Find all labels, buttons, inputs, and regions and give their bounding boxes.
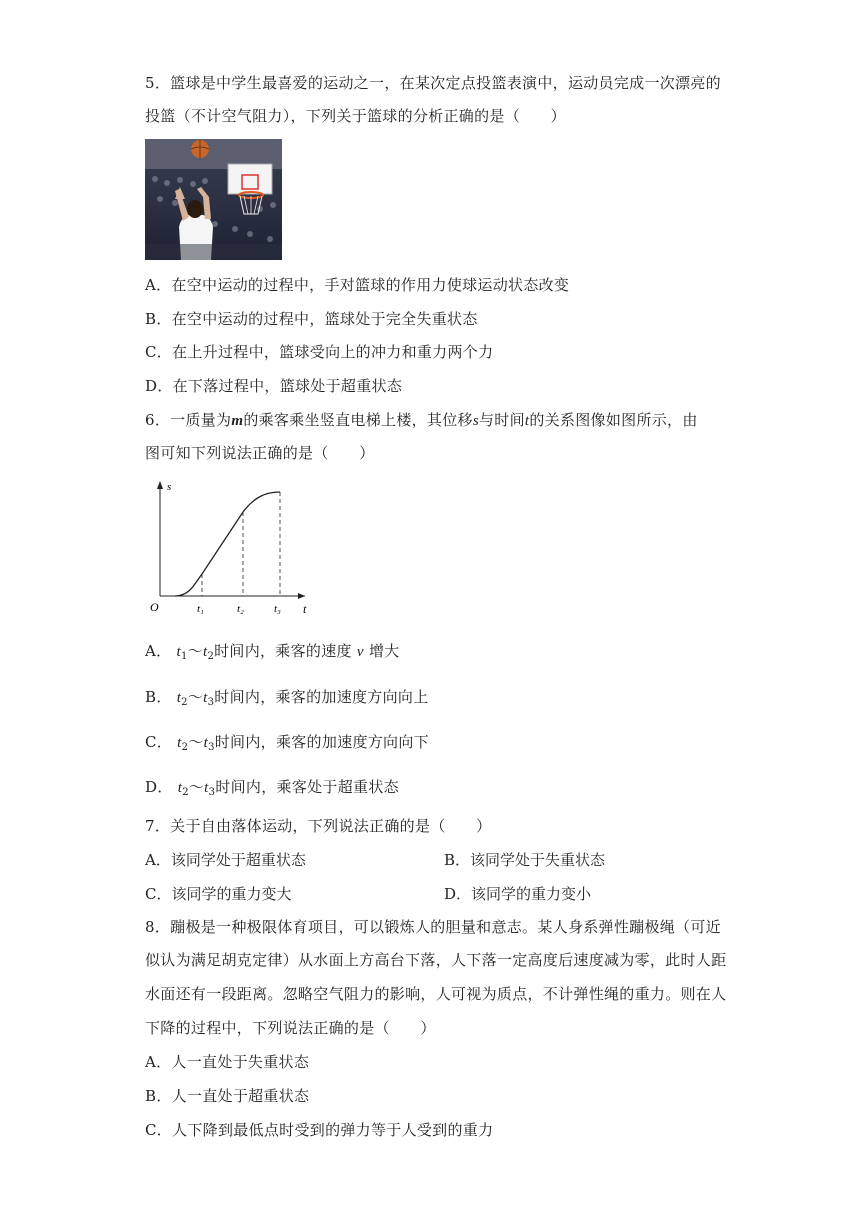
option-text: 时间内，乘客的加速度方向向上 bbox=[214, 688, 429, 706]
tick-label-t3: t₃ bbox=[274, 603, 281, 615]
q6-stem-text: 6．一质量为 bbox=[145, 411, 232, 429]
time-symbol: t bbox=[202, 644, 208, 660]
q8-option-c: C．人下降到最低点时受到的弹力等于人受到的重力 bbox=[145, 1121, 494, 1139]
velocity-symbol: v bbox=[356, 644, 364, 660]
time-symbol: t bbox=[177, 780, 183, 796]
q5-option-b: B．在空中运动的过程中，篮球处于完全失重状态 bbox=[145, 310, 478, 328]
option-text: 时间内，乘客的速度 bbox=[214, 642, 352, 660]
tick-label-t2: t₂ bbox=[237, 603, 244, 615]
q7-option-c: C．该同学的重力变大 bbox=[145, 885, 292, 903]
time-symbol: t bbox=[204, 780, 209, 796]
q7-option-b: B．该同学处于失重状态 bbox=[444, 851, 606, 869]
q6-option-b bbox=[145, 687, 429, 713]
q6-stem-text: 与时间 bbox=[478, 411, 525, 429]
q7-option-a: A．该同学处于超重状态 bbox=[145, 851, 306, 869]
time-symbol: t bbox=[177, 735, 182, 751]
origin-label: O bbox=[150, 600, 159, 614]
time-symbol: t bbox=[176, 690, 182, 706]
subscript: 3 bbox=[208, 787, 216, 798]
basketball-photo bbox=[145, 139, 282, 260]
option-text: 时间内，乘客的加速度方向向下 bbox=[214, 733, 429, 751]
q8-stem-line2: 似认为满足胡克定律）从水面上方高台下落，人下落一定高度后速度减为零，此时人距 bbox=[145, 951, 727, 969]
option-letter: A． bbox=[145, 642, 172, 660]
q8-stem-line4: 下降的过程中，下列说法正确的是（ ） bbox=[145, 1019, 436, 1037]
option-text: 增大 bbox=[368, 642, 400, 660]
q6-stem-line1 bbox=[145, 410, 698, 431]
q6-option-d bbox=[145, 777, 399, 803]
range-tilde: ～ bbox=[188, 733, 204, 751]
time-symbol: t bbox=[203, 735, 209, 751]
subscript: 2 bbox=[207, 651, 215, 662]
q5-option-d: D．在下落过程中，篮球处于超重状态 bbox=[145, 377, 403, 395]
subscript: 2 bbox=[181, 742, 189, 753]
range-tilde: ～ bbox=[188, 778, 205, 796]
s-t-graph bbox=[145, 478, 320, 618]
q5-stem-line1: 5．篮球是中学生最喜爱的运动之一，在某次定点投篮表演中，运动员完成一次漂亮的 bbox=[145, 74, 721, 92]
option-letter: B． bbox=[145, 688, 172, 706]
displacement-symbol: s bbox=[472, 413, 479, 429]
q8-option-b: B．人一直处于超重状态 bbox=[145, 1087, 310, 1105]
q6-stem-line2: 图可知下列说法正确的是（ ） bbox=[145, 444, 375, 462]
time-symbol: t bbox=[203, 690, 208, 706]
mass-symbol: m bbox=[231, 413, 244, 429]
subscript: 3 bbox=[207, 697, 215, 708]
q7-stem: 7．关于自由落体运动，下列说法正确的是（ ） bbox=[145, 817, 492, 835]
q6-stem-text: 的乘客乘坐竖直电梯上楼，其位移 bbox=[243, 411, 473, 429]
y-axis-label: s bbox=[167, 481, 172, 493]
option-letter: D． bbox=[145, 778, 173, 796]
x-axis-label: t bbox=[303, 602, 307, 616]
q5-option-a: A．在空中运动的过程中，手对篮球的作用力使球运动状态改变 bbox=[145, 276, 570, 294]
option-text: 时间内，乘客处于超重状态 bbox=[215, 778, 399, 796]
q5-option-c: C．在上升过程中，篮球受向上的冲力和重力两个力 bbox=[145, 343, 494, 361]
q8-option-a: A．人一直处于失重状态 bbox=[145, 1053, 310, 1071]
q6-option-a bbox=[145, 641, 400, 667]
q8-stem-line3: 水面还有一段距离。忽略空气阻力的影响，人可视为质点，不计弹性绳的重力。则在人 bbox=[145, 985, 727, 1003]
q6-option-c bbox=[145, 732, 429, 758]
range-tilde: ～ bbox=[187, 642, 203, 660]
subscript: 1 bbox=[180, 651, 188, 662]
subscript: 2 bbox=[181, 697, 188, 708]
q7-option-d: D．该同学的重力变小 bbox=[444, 885, 592, 903]
option-letter: C． bbox=[145, 733, 173, 751]
q5-stem-line2: 投篮（不计空气阻力），下列关于篮球的分析正确的是（ ） bbox=[145, 107, 566, 125]
time-symbol: t bbox=[524, 413, 530, 429]
time-symbol: t bbox=[176, 644, 181, 660]
tick-label-t1: t₁ bbox=[197, 603, 204, 615]
subscript: 2 bbox=[182, 787, 189, 798]
range-tilde: ～ bbox=[187, 688, 204, 706]
subscript: 3 bbox=[208, 742, 215, 753]
q8-stem-line1: 8．蹦极是一种极限体育项目，可以锻炼人的胆量和意志。某人身系弹性蹦极绳（可近 bbox=[145, 918, 721, 936]
q6-stem-text: 的关系图像如图所示，由 bbox=[529, 411, 698, 429]
